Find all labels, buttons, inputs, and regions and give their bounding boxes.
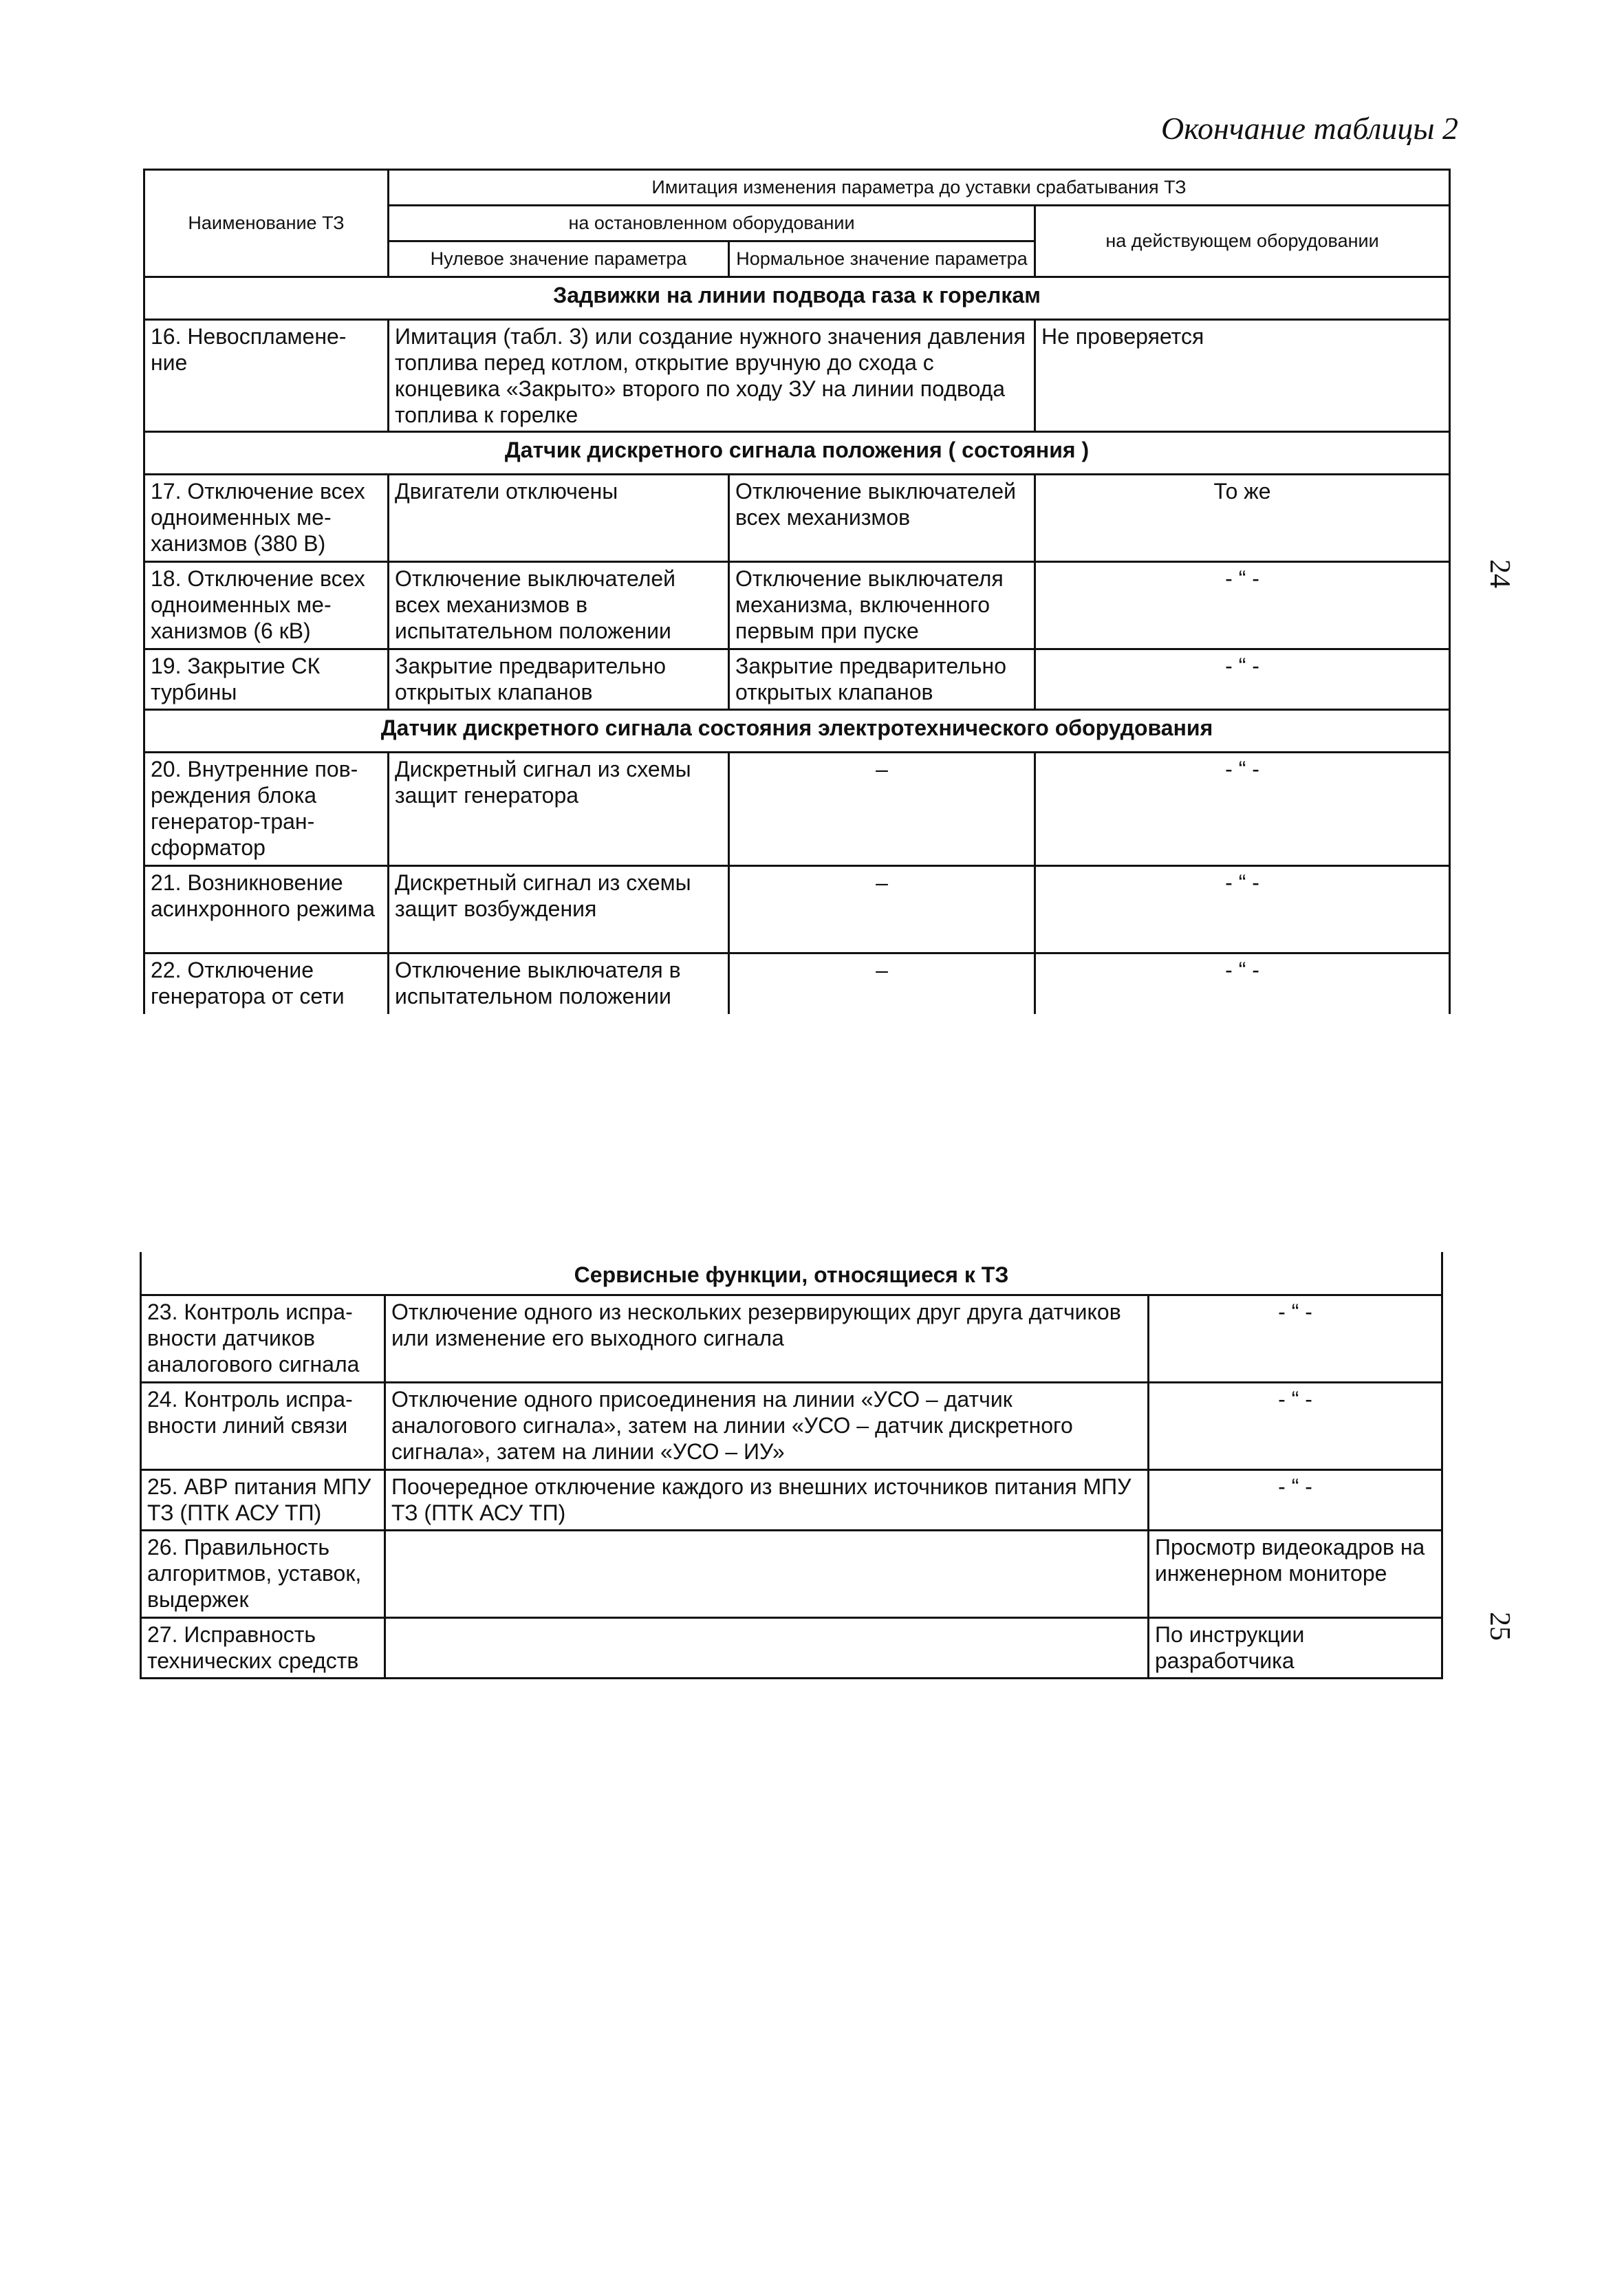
row21-zero: Дискретный сигнал из схемы защит возбуждения bbox=[389, 866, 729, 953]
row22-zero: Отключение выключателя в испытательном положении bbox=[389, 953, 729, 1014]
row27-imitation bbox=[385, 1617, 1149, 1678]
row20-zero: Дискретный сигнал из схемы защит генератора bbox=[389, 753, 729, 866]
row24-name: 24. Контроль испра-вности линий связи bbox=[141, 1382, 385, 1469]
row19-normal: Закрытие предварительно открытых клапанов bbox=[729, 649, 1035, 710]
row18-name: 18. Отключение всех одноименных ме-ханизмов (6 кВ) bbox=[144, 562, 389, 649]
table-part-2 bbox=[140, 1252, 1443, 1679]
header-imitation: Имитация изменения параметра до уставки срабатывания ТЗ bbox=[389, 170, 1450, 206]
row16-name: 16. Невоспламене-ние bbox=[144, 320, 389, 432]
row25-name: 25. АВР питания МПУ ТЗ (ПТК АСУ ТП) bbox=[141, 1469, 385, 1530]
row20-normal: – bbox=[729, 753, 1035, 866]
table-part-1 bbox=[143, 169, 1451, 1014]
header-zero: Нулевое значение параметра bbox=[389, 241, 729, 277]
row19-running: - “ - bbox=[1035, 649, 1450, 710]
row23-running: - “ - bbox=[1149, 1295, 1442, 1382]
header-name: Наименование ТЗ bbox=[144, 170, 389, 277]
row18-running: - “ - bbox=[1035, 562, 1450, 649]
row17-zero: Двигатели отключены bbox=[389, 475, 729, 562]
row16-running: Не проверяется bbox=[1035, 320, 1450, 432]
row25-running: - “ - bbox=[1149, 1469, 1442, 1530]
row21-normal: – bbox=[729, 866, 1035, 953]
row18-zero: Отключение выключателей всех механизмов в испытательном положении bbox=[389, 562, 729, 649]
header-stopped: на остановленном оборудовании bbox=[389, 206, 1035, 241]
row21-name: 21. Возникновение асинхронного режима bbox=[144, 866, 389, 953]
row25-imitation: Поочередное отключение каждого из внешних источников питания МПУ ТЗ (ПТК АСУ ТП) bbox=[385, 1469, 1149, 1530]
row27-name: 27. Исправность технических средств bbox=[141, 1617, 385, 1678]
row23-name: 23. Контроль испра-вности датчиков аналогового сигнала bbox=[141, 1295, 385, 1382]
row17-normal: Отключение выключателей всех механизмов bbox=[729, 475, 1035, 562]
row26-imitation bbox=[385, 1530, 1149, 1617]
page-number-25: 25 bbox=[1484, 1612, 1515, 1641]
header-normal: Нормальное значение параметра bbox=[729, 241, 1035, 277]
row23-imitation: Отключение одного из нескольких резервирующих друг друга датчиков или изменение его выходного сигнала bbox=[385, 1295, 1149, 1382]
row26-running: Просмотр видеокадров на инженерном мониторе bbox=[1149, 1530, 1442, 1617]
row22-running: - “ - bbox=[1035, 953, 1450, 1014]
section-service-functions: Сервисные функции, относящиеся к ТЗ bbox=[141, 1252, 1442, 1295]
row24-imitation: Отключение одного присоединения на линии «УСО – датчик аналогового сигнала», затем на линии «УСО – датчик дискретного сигнала», затем на линии «УСО – ИУ» bbox=[385, 1382, 1149, 1469]
row22-name: 22. Отключение генератора от сети bbox=[144, 953, 389, 1014]
row27-running: По инструкции разработчика bbox=[1149, 1617, 1442, 1678]
row19-zero: Закрытие предварительно открытых клапанов bbox=[389, 649, 729, 710]
row21-running: - “ - bbox=[1035, 866, 1450, 953]
row17-running: То же bbox=[1035, 475, 1450, 562]
section-gas-valves: Задвижки на линии подвода газа к горелкам bbox=[144, 277, 1450, 320]
row24-running: - “ - bbox=[1149, 1382, 1442, 1469]
page-number-24: 24 bbox=[1484, 559, 1515, 588]
section-position-sensor: Датчик дискретного сигнала положения ( состояния ) bbox=[144, 432, 1450, 475]
row16-imitation: Имитация (табл. 3) или создание нужного значения давления топлива перед котлом, открытие вручную до схода с концевика «Закрыто» второго по ходу ЗУ на линии подвода топлива к горелке bbox=[389, 320, 1035, 432]
row20-running: - “ - bbox=[1035, 753, 1450, 866]
row18-normal: Отключение выключателя механизма, включенного первым при пуске bbox=[729, 562, 1035, 649]
row22-normal: – bbox=[729, 953, 1035, 1014]
header-running: на действующем оборудовании bbox=[1035, 206, 1450, 277]
row26-name: 26. Правильность алгоритмов, уставок, выдержек bbox=[141, 1530, 385, 1617]
row20-name: 20. Внутренние пов-реждения блока генератор-тран-сформатор bbox=[144, 753, 389, 866]
table-caption: Окончание таблицы 2 bbox=[1161, 111, 1458, 146]
row17-name: 17. Отключение всех одноименных ме-ханизмов (380 В) bbox=[144, 475, 389, 562]
section-electrical-sensor: Датчик дискретного сигнала состояния электротехнического оборудования bbox=[144, 710, 1450, 753]
row19-name: 19. Закрытие СК турбины bbox=[144, 649, 389, 710]
